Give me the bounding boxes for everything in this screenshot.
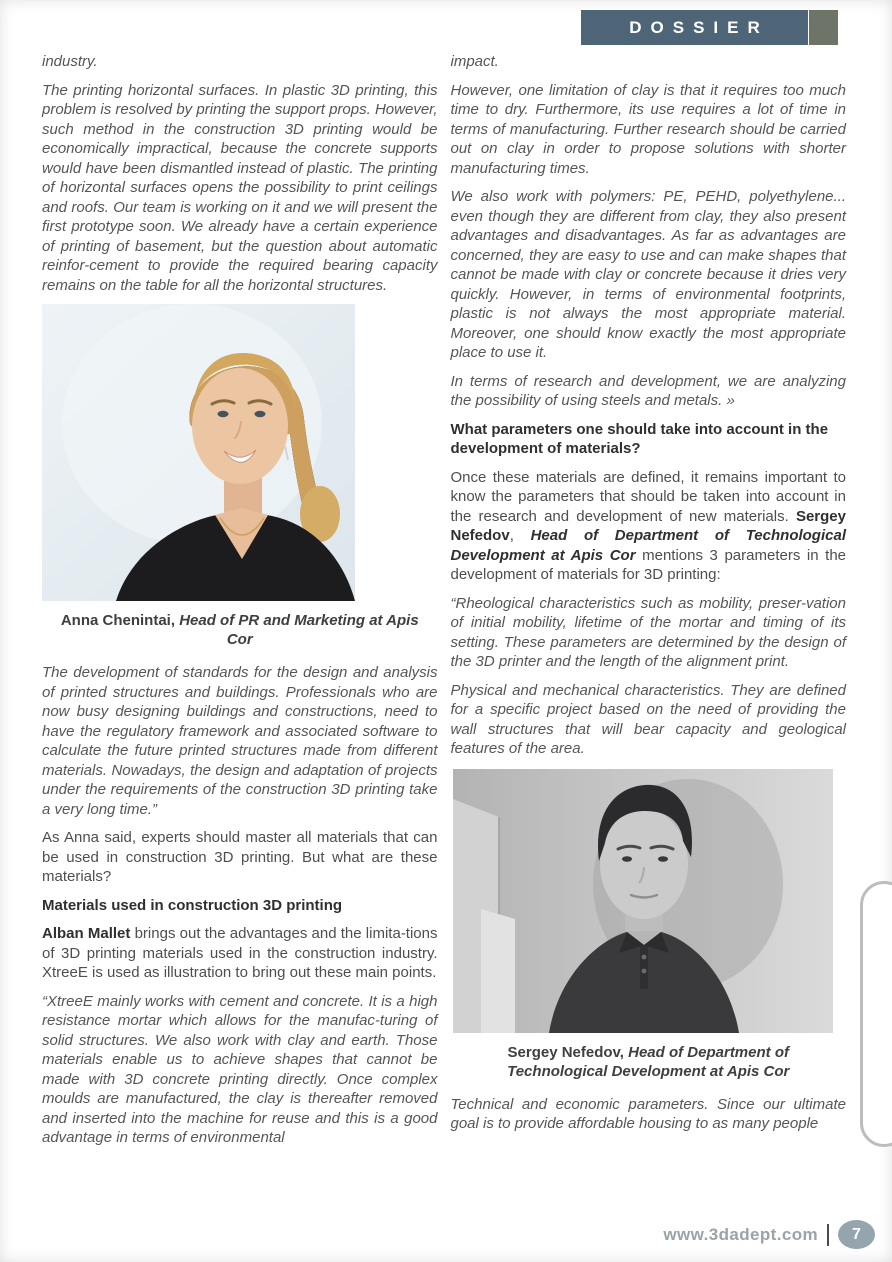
sergey-photo-figure — [451, 769, 847, 1081]
caption-separator: , — [619, 1043, 629, 1061]
caption-person-name: Anna Chenintai — [60, 612, 171, 629]
anna-photo-caption — [48, 611, 432, 649]
once-separator: , — [509, 527, 531, 544]
caption-person-name: Sergey Nefedov — [507, 1043, 620, 1061]
paragraph-technical-economic: Technical and economic parameters. Since our ultimate goal is to provide affordable housing to as many people — [450, 1095, 846, 1132]
anna-portrait-photo — [42, 304, 355, 601]
caption-person-role: Head of Department of Technological Development at Apis Cor — [507, 1043, 790, 1080]
caption-person-role: Head of PR and Marketing at Apis Cor — [179, 612, 419, 648]
right-column — [451, 52, 847, 1157]
page-number-badge: 7 — [838, 1220, 875, 1249]
footer-divider — [827, 1224, 829, 1246]
sergey-portrait-photo — [453, 769, 833, 1033]
paragraph-standards: The development of standards for the design and analysis of printed structures and buildings. Professionals who are now busy designing buildings and constructions, need to have the regulatory framework and associated software to calculate the future printed structures made from different materials. Nowadays, the design and adaptation of projects under the requirements of the construction 3D printing take a very long time.” — [42, 664, 438, 818]
paragraph-alban-mallet — [42, 924, 438, 983]
paragraph-impact: impact. — [450, 53, 499, 70]
sergey-photo-caption — [457, 1043, 841, 1081]
side-tab-handle[interactable] — [860, 881, 892, 1147]
caption-separator: , — [170, 612, 180, 629]
page-header — [581, 10, 838, 45]
dossier-banner — [581, 10, 808, 45]
paragraph-horizontal-surfaces: The printing horizontal surfaces. In plastic 3D printing, this problem is resolved by printing the support props. However, such method in the construction 3D printing would be economically impractical, because the concrete supports would have been dismantled instead of plastic. The printing of horizontal surfaces opens the possibility to print ceilings and roofs. Our team is working on it and we will present the first prototype soon. We already have a certain experience of printing of basement, but the question about automatic reinfor-cement to provide the required bearing capacity remains on the table for all the horizontal structures. — [42, 81, 438, 294]
person-role-sergey-nefedov: Head of Department of Technological Development at Apis Cor — [450, 527, 846, 564]
paragraph-research-metals: In terms of research and development, we are analyzing the possibility of using steels and metals. » — [450, 372, 846, 409]
paragraph-as-anna-said: As Anna said, experts should master all materials that can be used in construction 3D printing. But what are these materials? — [42, 829, 438, 885]
page-footer — [663, 1220, 875, 1249]
section-heading-parameters: What parameters one should take into account in the development of materials? — [450, 420, 829, 457]
section-heading-materials: Materials used in construction 3D printing — [42, 896, 343, 914]
paragraph-once-materials — [451, 468, 847, 585]
paragraph-alban-rest: brings out the advantages and the limita-tions of 3D printing materials used in the construction industry. XtreeE is used as illustration to bring out these main points. — [42, 925, 438, 981]
paragraph-once-post: mentions 3 parameters in the development of materials for 3D printing: — [450, 546, 846, 583]
left-column — [42, 52, 438, 1157]
paragraph-once-pre: Once these materials are defined, it remains important to know the parameters that should be taken into account in the research and development of new materials. — [450, 468, 846, 525]
website-url: www.3dadept.com — [663, 1224, 818, 1244]
person-name-alban-mallet: Alban Mallet — [42, 925, 131, 942]
paragraph-rheological: “Rheological characteristics such as mobility, preser-vation of initial mobility, lifetime of the mortar and timing of its setting. These parameters are determined by the design of the 3D printer and the length of the alignment print. — [450, 594, 846, 670]
dossier-accent-box — [809, 10, 838, 45]
paragraph-industry: industry. — [42, 53, 98, 70]
paragraph-xtreee-quote: “XtreeE mainly works with cement and concrete. It is a high resistance mortar which allows for the manufac-turing of solid structures. We also work with clay and earth. Those materials enable us to achieve shapes that cannot be made with 3D concrete printing directly. Once complex moulds are manufactured, the clay is thereafter removed and inserted into the machine for reuse and this is a good advantage in terms of environmental — [42, 992, 438, 1146]
paragraph-physical-mechanical: Physical and mechanical characteristics. They are defined for a specific project based on the need of providing the wall structures that will bear capacity and geological features of the area. — [450, 681, 846, 757]
dossier-label: DOSSIER — [629, 17, 769, 37]
article-body — [42, 52, 846, 1157]
paragraph-clay-limitation: However, one limitation of clay is that it requires too much time to dry. Furthermore, its use requires a lot of time in terms of manufacturing. Further research should be carried out on clay in order to propose solutions with shorter manufacturing times. — [450, 81, 846, 177]
person-name-sergey-nefedov: Sergey Nefedov — [450, 507, 846, 544]
anna-photo-figure — [42, 304, 438, 649]
paragraph-polymers: We also work with polymers: PE, PEHD, polyethylene... even though they are different from clay, they also present advantages and disadvantages. As far as advantages are concerned, they are easy to use and can make shapes that cannot be made with clay or concrete because it dries very quickly. However, in terms of environmental footprints, plastic is not always the most appropriate material. Moreover, one should know exactly the most appropriate place to use it. — [450, 188, 846, 361]
